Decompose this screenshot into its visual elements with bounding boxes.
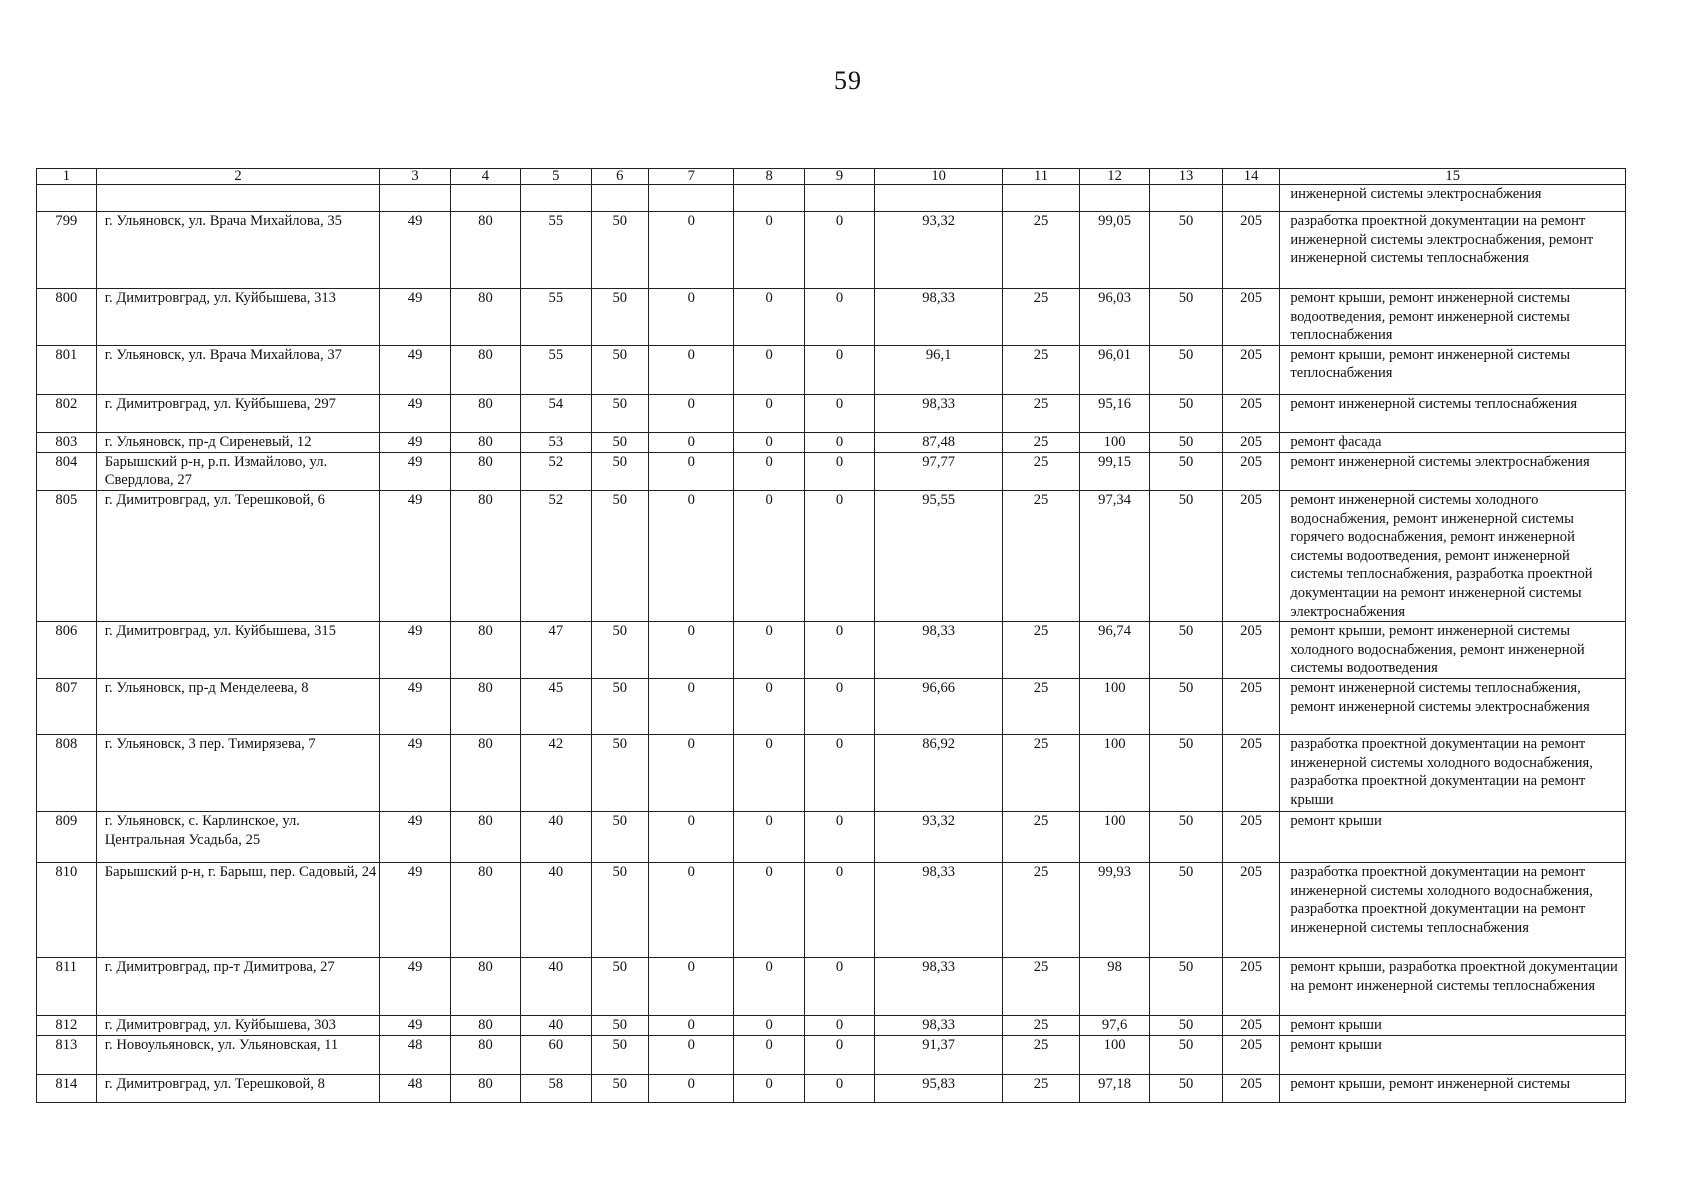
value-cell-4: 80 (450, 490, 520, 621)
value-cell-10: 95,83 (875, 1074, 1003, 1102)
value-cell-13: 50 (1150, 862, 1223, 957)
address-cell: г. Ульяновск, с. Карлинское, ул. Центральная Усадьба, 25 (96, 811, 380, 862)
row-number: 809 (37, 811, 97, 862)
value-cell-8: 0 (734, 734, 804, 811)
value-cell-4: 80 (450, 678, 520, 734)
table-row (37, 734, 1626, 811)
value-cell-12: 97,18 (1079, 1074, 1149, 1102)
value-cell-7: 0 (649, 811, 734, 862)
value-cell-12: 100 (1079, 1035, 1149, 1074)
value-cell-5: 58 (521, 1074, 591, 1102)
table-row (37, 1015, 1626, 1035)
value-cell-4: 80 (450, 289, 520, 346)
value-cell-10: 98,33 (875, 862, 1003, 957)
value-cell-11: 25 (1003, 432, 1080, 452)
value-cell-12: 99,05 (1079, 212, 1149, 289)
works-cell: ремонт крыши (1280, 811, 1626, 862)
value-cell-6: 50 (591, 490, 649, 621)
works-cell: ремонт инженерной системы теплоснабжения (1280, 394, 1626, 432)
value-cell-7: 0 (649, 432, 734, 452)
value-cell-7: 0 (649, 1015, 734, 1035)
value-cell-5: 55 (521, 289, 591, 346)
value-cell-8: 0 (734, 452, 804, 490)
value-cell-14: 205 (1222, 432, 1280, 452)
column-header-8: 8 (734, 169, 804, 185)
value-cell-12: 100 (1079, 432, 1149, 452)
row-number: 804 (37, 452, 97, 490)
value-cell-14: 205 (1222, 394, 1280, 432)
address-cell: г. Новоульяновск, ул. Ульяновская, 11 (96, 1035, 380, 1074)
row-number: 806 (37, 622, 97, 679)
value-cell-13: 50 (1150, 1035, 1223, 1074)
value-cell-8: 0 (734, 490, 804, 621)
value-cell-9: 0 (804, 289, 874, 346)
value-cell-6: 50 (591, 678, 649, 734)
column-header-15: 15 (1280, 169, 1626, 185)
value-cell-13: 50 (1150, 452, 1223, 490)
value-cell-6: 50 (591, 1015, 649, 1035)
address-cell: Барышский р-н, г. Барыш, пер. Садовый, 24 (96, 862, 380, 957)
value-cell-8: 0 (734, 1074, 804, 1102)
value-cell-5: 60 (521, 1035, 591, 1074)
column-header-9: 9 (804, 169, 874, 185)
value-cell-10: 96,1 (875, 345, 1003, 394)
works-cell: ремонт крыши, ремонт инженерной системы водоотведения, ремонт инженерной системы теплоснабжения (1280, 289, 1626, 346)
column-header-13: 13 (1150, 169, 1223, 185)
value-cell-3: 49 (380, 289, 450, 346)
value-cell-10: 98,33 (875, 957, 1003, 1015)
column-header-6: 6 (591, 169, 649, 185)
value-cell-9: 0 (804, 432, 874, 452)
value-cell-3: 49 (380, 490, 450, 621)
continuation-text: инженерной системы электроснабжения (1280, 185, 1626, 212)
value-cell-6: 50 (591, 452, 649, 490)
works-cell: ремонт крыши (1280, 1015, 1626, 1035)
value-cell-14: 205 (1222, 490, 1280, 621)
value-cell-7: 0 (649, 394, 734, 432)
value-cell-8: 0 (734, 345, 804, 394)
continuation-row (37, 185, 1626, 212)
value-cell-13: 50 (1150, 345, 1223, 394)
table-row (37, 622, 1626, 679)
row-number: 805 (37, 490, 97, 621)
works-cell: ремонт инженерной системы электроснабжения (1280, 452, 1626, 490)
value-cell-13: 50 (1150, 432, 1223, 452)
value-cell-11: 25 (1003, 490, 1080, 621)
value-cell-14: 205 (1222, 734, 1280, 811)
value-cell-12: 100 (1079, 678, 1149, 734)
value-cell-10: 93,32 (875, 212, 1003, 289)
value-cell-3: 49 (380, 862, 450, 957)
value-cell-6: 50 (591, 289, 649, 346)
value-cell-13: 50 (1150, 289, 1223, 346)
value-cell-3: 49 (380, 452, 450, 490)
value-cell-10: 98,33 (875, 622, 1003, 679)
value-cell-5: 54 (521, 394, 591, 432)
value-cell-11: 25 (1003, 1074, 1080, 1102)
table-row (37, 811, 1626, 862)
value-cell-10: 91,37 (875, 1035, 1003, 1074)
value-cell-7: 0 (649, 862, 734, 957)
value-cell-6: 50 (591, 212, 649, 289)
value-cell-9: 0 (804, 622, 874, 679)
value-cell-5: 40 (521, 862, 591, 957)
table-row (37, 345, 1626, 394)
value-cell-8: 0 (734, 622, 804, 679)
value-cell-5: 40 (521, 957, 591, 1015)
value-cell-8: 0 (734, 811, 804, 862)
value-cell-14: 205 (1222, 1074, 1280, 1102)
value-cell-3: 48 (380, 1035, 450, 1074)
value-cell-13: 50 (1150, 734, 1223, 811)
register-table (36, 168, 1626, 1103)
value-cell-8: 0 (734, 212, 804, 289)
value-cell-7: 0 (649, 1035, 734, 1074)
value-cell-6: 50 (591, 622, 649, 679)
value-cell-13: 50 (1150, 490, 1223, 621)
value-cell-10: 98,33 (875, 394, 1003, 432)
value-cell-11: 25 (1003, 734, 1080, 811)
works-cell: ремонт инженерной системы холодного водоснабжения, ремонт инженерной системы горячего водоснабжения, ремонт инженерной системы водоотведения, ремонт инженерной системы теплоснабжения, разработка проектной документации на ремонт инженерной системы электроснабжения (1280, 490, 1626, 621)
column-header-11: 11 (1003, 169, 1080, 185)
works-cell: разработка проектной документации на ремонт инженерной системы холодного водоснабжения, разработка проектной документации на ремонт инженерной системы теплоснабжения (1280, 862, 1626, 957)
row-number: 807 (37, 678, 97, 734)
value-cell-6: 50 (591, 1035, 649, 1074)
value-cell-13: 50 (1150, 212, 1223, 289)
value-cell-13: 50 (1150, 957, 1223, 1015)
table-row (37, 957, 1626, 1015)
value-cell-8: 0 (734, 394, 804, 432)
value-cell-4: 80 (450, 394, 520, 432)
table-row (37, 1035, 1626, 1074)
works-cell: ремонт крыши, ремонт инженерной системы холодного водоснабжения, ремонт инженерной системы водоотведения (1280, 622, 1626, 679)
value-cell-12: 96,74 (1079, 622, 1149, 679)
table-row (37, 862, 1626, 957)
value-cell-6: 50 (591, 345, 649, 394)
table-row (37, 394, 1626, 432)
value-cell-11: 25 (1003, 1015, 1080, 1035)
works-cell: ремонт фасада (1280, 432, 1626, 452)
value-cell-7: 0 (649, 289, 734, 346)
value-cell-6: 50 (591, 957, 649, 1015)
column-header-10: 10 (875, 169, 1003, 185)
value-cell-5: 45 (521, 678, 591, 734)
value-cell-10: 98,33 (875, 1015, 1003, 1035)
value-cell-5: 40 (521, 811, 591, 862)
value-cell-11: 25 (1003, 678, 1080, 734)
value-cell-14: 205 (1222, 289, 1280, 346)
value-cell-7: 0 (649, 490, 734, 621)
value-cell-5: 52 (521, 452, 591, 490)
value-cell-11: 25 (1003, 811, 1080, 862)
table-row (37, 1074, 1626, 1102)
value-cell-14: 205 (1222, 345, 1280, 394)
value-cell-9: 0 (804, 678, 874, 734)
value-cell-8: 0 (734, 678, 804, 734)
value-cell-4: 80 (450, 452, 520, 490)
value-cell-7: 0 (649, 678, 734, 734)
value-cell-4: 80 (450, 432, 520, 452)
value-cell-7: 0 (649, 212, 734, 289)
address-cell: г. Ульяновск, пр-д Сиреневый, 12 (96, 432, 380, 452)
value-cell-11: 25 (1003, 345, 1080, 394)
column-header-7: 7 (649, 169, 734, 185)
value-cell-3: 49 (380, 212, 450, 289)
value-cell-3: 49 (380, 678, 450, 734)
value-cell-11: 25 (1003, 212, 1080, 289)
value-cell-9: 0 (804, 862, 874, 957)
address-cell: г. Димитровград, ул. Куйбышева, 303 (96, 1015, 380, 1035)
works-cell: ремонт крыши (1280, 1035, 1626, 1074)
value-cell-3: 48 (380, 1074, 450, 1102)
table-row (37, 212, 1626, 289)
value-cell-11: 25 (1003, 622, 1080, 679)
value-cell-10: 96,66 (875, 678, 1003, 734)
value-cell-9: 0 (804, 1035, 874, 1074)
address-cell: г. Димитровград, ул. Куйбышева, 315 (96, 622, 380, 679)
value-cell-12: 97,6 (1079, 1015, 1149, 1035)
value-cell-13: 50 (1150, 394, 1223, 432)
value-cell-4: 80 (450, 1015, 520, 1035)
address-cell: Барышский р-н, р.п. Измайлово, ул. Свердлова, 27 (96, 452, 380, 490)
value-cell-9: 0 (804, 490, 874, 621)
address-cell: г. Димитровград, ул. Терешковой, 8 (96, 1074, 380, 1102)
value-cell-8: 0 (734, 957, 804, 1015)
row-number: 808 (37, 734, 97, 811)
value-cell-12: 95,16 (1079, 394, 1149, 432)
column-header-5: 5 (521, 169, 591, 185)
table-row (37, 432, 1626, 452)
row-number: 801 (37, 345, 97, 394)
value-cell-5: 53 (521, 432, 591, 452)
works-cell: разработка проектной документации на ремонт инженерной системы холодного водоснабжения, разработка проектной документации на ремонт крыши (1280, 734, 1626, 811)
column-header-14: 14 (1222, 169, 1280, 185)
value-cell-14: 205 (1222, 622, 1280, 679)
value-cell-8: 0 (734, 1035, 804, 1074)
value-cell-3: 49 (380, 957, 450, 1015)
address-cell: г. Ульяновск, 3 пер. Тимирязева, 7 (96, 734, 380, 811)
value-cell-12: 99,15 (1079, 452, 1149, 490)
works-cell: ремонт крыши, ремонт инженерной системы (1280, 1074, 1626, 1102)
value-cell-10: 86,92 (875, 734, 1003, 811)
value-cell-12: 96,01 (1079, 345, 1149, 394)
value-cell-9: 0 (804, 734, 874, 811)
value-cell-4: 80 (450, 862, 520, 957)
address-cell: г. Димитровград, ул. Куйбышева, 297 (96, 394, 380, 432)
row-number: 803 (37, 432, 97, 452)
value-cell-6: 50 (591, 394, 649, 432)
value-cell-7: 0 (649, 452, 734, 490)
address-cell: г. Димитровград, ул. Куйбышева, 313 (96, 289, 380, 346)
value-cell-13: 50 (1150, 1015, 1223, 1035)
column-number-row (37, 169, 1626, 185)
value-cell-11: 25 (1003, 862, 1080, 957)
value-cell-12: 96,03 (1079, 289, 1149, 346)
value-cell-14: 205 (1222, 212, 1280, 289)
value-cell-14: 205 (1222, 811, 1280, 862)
value-cell-12: 99,93 (1079, 862, 1149, 957)
table-row (37, 452, 1626, 490)
value-cell-3: 49 (380, 394, 450, 432)
value-cell-5: 40 (521, 1015, 591, 1035)
value-cell-3: 49 (380, 734, 450, 811)
value-cell-3: 49 (380, 811, 450, 862)
column-header-3: 3 (380, 169, 450, 185)
value-cell-11: 25 (1003, 452, 1080, 490)
value-cell-11: 25 (1003, 957, 1080, 1015)
row-number: 811 (37, 957, 97, 1015)
address-cell: г. Ульяновск, пр-д Менделеева, 8 (96, 678, 380, 734)
value-cell-14: 205 (1222, 678, 1280, 734)
value-cell-9: 0 (804, 811, 874, 862)
value-cell-5: 47 (521, 622, 591, 679)
value-cell-8: 0 (734, 862, 804, 957)
value-cell-7: 0 (649, 622, 734, 679)
value-cell-5: 55 (521, 345, 591, 394)
value-cell-9: 0 (804, 1074, 874, 1102)
column-header-1: 1 (37, 169, 97, 185)
value-cell-12: 100 (1079, 734, 1149, 811)
value-cell-5: 42 (521, 734, 591, 811)
value-cell-14: 205 (1222, 957, 1280, 1015)
row-number: 813 (37, 1035, 97, 1074)
page-number: 59 (834, 66, 862, 95)
value-cell-6: 50 (591, 1074, 649, 1102)
value-cell-10: 93,32 (875, 811, 1003, 862)
value-cell-9: 0 (804, 957, 874, 1015)
value-cell-7: 0 (649, 345, 734, 394)
value-cell-10: 98,33 (875, 289, 1003, 346)
value-cell-8: 0 (734, 289, 804, 346)
column-header-2: 2 (96, 169, 380, 185)
works-cell: ремонт крыши, разработка проектной документации на ремонт инженерной системы теплоснабжения (1280, 957, 1626, 1015)
value-cell-8: 0 (734, 432, 804, 452)
value-cell-14: 205 (1222, 1035, 1280, 1074)
table-row (37, 289, 1626, 346)
value-cell-10: 95,55 (875, 490, 1003, 621)
value-cell-4: 80 (450, 1035, 520, 1074)
value-cell-7: 0 (649, 957, 734, 1015)
value-cell-4: 80 (450, 1074, 520, 1102)
table-row (37, 678, 1626, 734)
value-cell-4: 80 (450, 345, 520, 394)
value-cell-6: 50 (591, 862, 649, 957)
value-cell-4: 80 (450, 811, 520, 862)
value-cell-9: 0 (804, 394, 874, 432)
value-cell-13: 50 (1150, 678, 1223, 734)
value-cell-5: 52 (521, 490, 591, 621)
address-cell: г. Димитровград, пр-т Димитрова, 27 (96, 957, 380, 1015)
value-cell-12: 97,34 (1079, 490, 1149, 621)
works-cell: ремонт инженерной системы теплоснабжения, ремонт инженерной системы электроснабжения (1280, 678, 1626, 734)
row-number: 810 (37, 862, 97, 957)
value-cell-14: 205 (1222, 862, 1280, 957)
value-cell-14: 205 (1222, 1015, 1280, 1035)
value-cell-6: 50 (591, 432, 649, 452)
value-cell-9: 0 (804, 212, 874, 289)
value-cell-8: 0 (734, 1015, 804, 1035)
value-cell-12: 98 (1079, 957, 1149, 1015)
value-cell-9: 0 (804, 1015, 874, 1035)
row-number: 802 (37, 394, 97, 432)
row-number: 800 (37, 289, 97, 346)
row-number: 814 (37, 1074, 97, 1102)
value-cell-7: 0 (649, 1074, 734, 1102)
column-header-12: 12 (1079, 169, 1149, 185)
value-cell-9: 0 (804, 452, 874, 490)
value-cell-4: 80 (450, 622, 520, 679)
value-cell-3: 49 (380, 1015, 450, 1035)
value-cell-6: 50 (591, 811, 649, 862)
value-cell-3: 49 (380, 622, 450, 679)
address-cell: г. Димитровград, ул. Терешковой, 6 (96, 490, 380, 621)
address-cell: г. Ульяновск, ул. Врача Михайлова, 35 (96, 212, 380, 289)
value-cell-3: 49 (380, 345, 450, 394)
value-cell-4: 80 (450, 212, 520, 289)
value-cell-14: 205 (1222, 452, 1280, 490)
value-cell-4: 80 (450, 957, 520, 1015)
works-cell: разработка проектной документации на ремонт инженерной системы электроснабжения, ремонт инженерной системы теплоснабжения (1280, 212, 1626, 289)
value-cell-13: 50 (1150, 1074, 1223, 1102)
value-cell-11: 25 (1003, 394, 1080, 432)
value-cell-6: 50 (591, 734, 649, 811)
table-row (37, 490, 1626, 621)
row-number: 812 (37, 1015, 97, 1035)
value-cell-5: 55 (521, 212, 591, 289)
column-header-4: 4 (450, 169, 520, 185)
value-cell-12: 100 (1079, 811, 1149, 862)
value-cell-10: 87,48 (875, 432, 1003, 452)
row-number: 799 (37, 212, 97, 289)
works-cell: ремонт крыши, ремонт инженерной системы теплоснабжения (1280, 345, 1626, 394)
value-cell-11: 25 (1003, 289, 1080, 346)
value-cell-9: 0 (804, 345, 874, 394)
address-cell: г. Ульяновск, ул. Врача Михайлова, 37 (96, 345, 380, 394)
value-cell-7: 0 (649, 734, 734, 811)
value-cell-10: 97,77 (875, 452, 1003, 490)
value-cell-4: 80 (450, 734, 520, 811)
value-cell-13: 50 (1150, 811, 1223, 862)
value-cell-13: 50 (1150, 622, 1223, 679)
value-cell-3: 49 (380, 432, 450, 452)
value-cell-11: 25 (1003, 1035, 1080, 1074)
